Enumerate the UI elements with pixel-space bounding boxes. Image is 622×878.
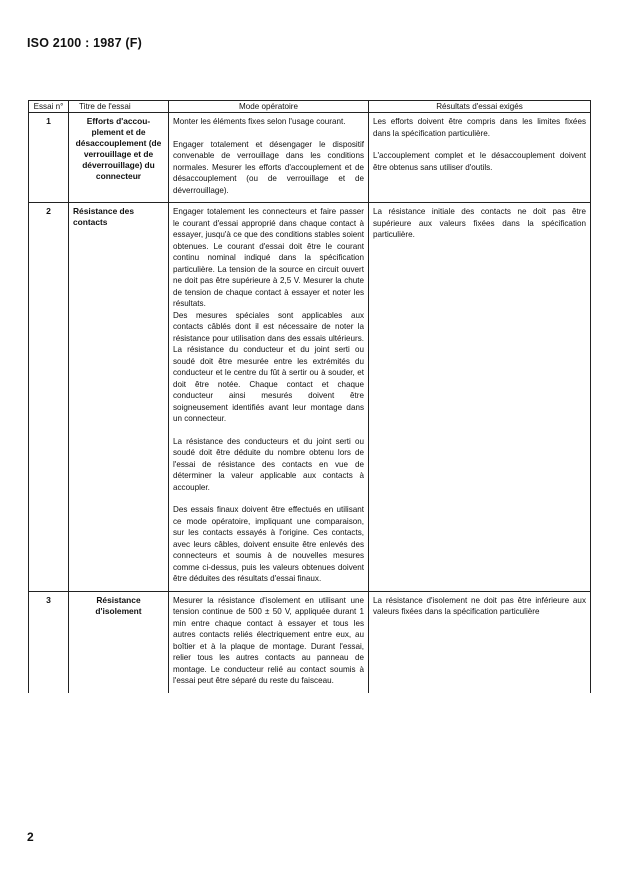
procedure-paragraph: Engager totalement et désengager le dispositif convenable de verrouillage dans les conditions normales. Mesurer les efforts d'accouplement et de désaccouplement (ou de verrouillage et de déverrouillage). xyxy=(173,139,364,195)
procedure-paragraph: Des essais finaux doivent être effectués en utilisant ce mode opératoire, impliquant une comparaison, sur les contacts essayés à l'origine. Ces contacts, avec leurs câbles, doivent ensuite être enlevés des connecteurs et soumis à de nouvelles mesures comme ci-dessus, puis les valeurs obtenues doivent être déduites des résultats d'essai finaux. xyxy=(173,505,364,583)
procedure-paragraph: Mesurer la résistance d'isolement en utilisant une tension continue de 500 ± 50 V, appliquée durant 1 min entre chaque contact à essayer et tous les autres contacts reliés électriquement entre eux, au boîtier et à la plaque de montage. Durant l'essai, relier tous les autres contacts au panneau de montage. Le conducteur relié au contact soumis à l'essai peut être séparé du reste du faisceau. xyxy=(173,595,364,685)
procedure-paragraph: Des mesures spéciales sont applicables aux contacts câblés dont il est nécessaire de noter la résistance pour utilisation dans des essais ultérieurs. La résistance du conducteur et du joint serti ou soudé doit être mesurée entre les extrémités du conducteur et le centre du fût à sertir ou à souder, et doit être notée. Chaque contact et chaque conducteur ainsi mesurés doivent être soigneusement identifiés avant leur montage dans un connecteur. xyxy=(173,310,364,423)
test-number: 2 xyxy=(29,203,69,592)
table-row xyxy=(29,591,591,693)
test-results xyxy=(369,203,591,592)
test-results xyxy=(369,591,591,693)
test-title: Efforts d'accouplement et de désaccouplement (de verrouillage et de déverrouillage) du connecteur xyxy=(69,113,169,203)
test-procedure xyxy=(169,113,369,203)
procedure-paragraph: La résistance des conducteurs et du joint serti ou soudé doit être déduite du nombre obtenu lors de l'essai de résistance des contacts en vue de déterminer la valeur applicable aux contacts à accoupler. xyxy=(173,436,364,492)
table-row xyxy=(29,203,591,592)
column-header-num: Essai n° xyxy=(29,101,69,113)
test-table xyxy=(28,100,591,693)
table-header-row xyxy=(29,101,591,113)
column-header-results: Résultats d'essai exigés xyxy=(369,101,591,113)
test-number: 3 xyxy=(29,591,69,693)
page-number: 2 xyxy=(27,830,34,844)
procedure-paragraph: Monter les éléments fixes selon l'usage courant. xyxy=(173,117,346,126)
table-row xyxy=(29,113,591,203)
test-title: Résistance des contacts xyxy=(69,203,169,592)
document-header: ISO 2100 : 1987 (F) xyxy=(27,36,142,50)
column-header-title: Titre de l'essai xyxy=(69,101,169,113)
test-results xyxy=(369,113,591,203)
results-paragraph: Les efforts doivent être compris dans les limites fixées dans la spécification particulière. xyxy=(373,117,586,138)
test-title: Résistance d'isolement xyxy=(69,591,169,693)
column-header-procedure: Mode opératoire xyxy=(169,101,369,113)
test-procedure xyxy=(169,203,369,592)
test-number: 1 xyxy=(29,113,69,203)
results-paragraph: La résistance initiale des contacts ne doit pas être supérieure aux valeurs fixées dans la spécification particulière. xyxy=(373,207,586,239)
test-procedure xyxy=(169,591,369,693)
procedure-paragraph: Engager totalement les connecteurs et faire passer le courant d'essai approprié dans chaque contact à essayer, jusqu'à ce que des conditions stables soient obtenues. Le courant d'essai doit être le courant continu nominal indiqué dans la spécification particulière. La tension de la source en circuit ouvert ne doit pas être supérieure à 2,5 V. Mesurer la chute de tension de chaque contact à essayer et noter les résultats. xyxy=(173,207,364,308)
results-paragraph: La résistance d'isolement ne doit pas être inférieure aux valeurs fixées dans la spécification particulière xyxy=(373,595,586,616)
results-paragraph: L'accouplement complet et le désaccouplement doivent être obtenus sans utiliser d'outils. xyxy=(373,151,586,172)
